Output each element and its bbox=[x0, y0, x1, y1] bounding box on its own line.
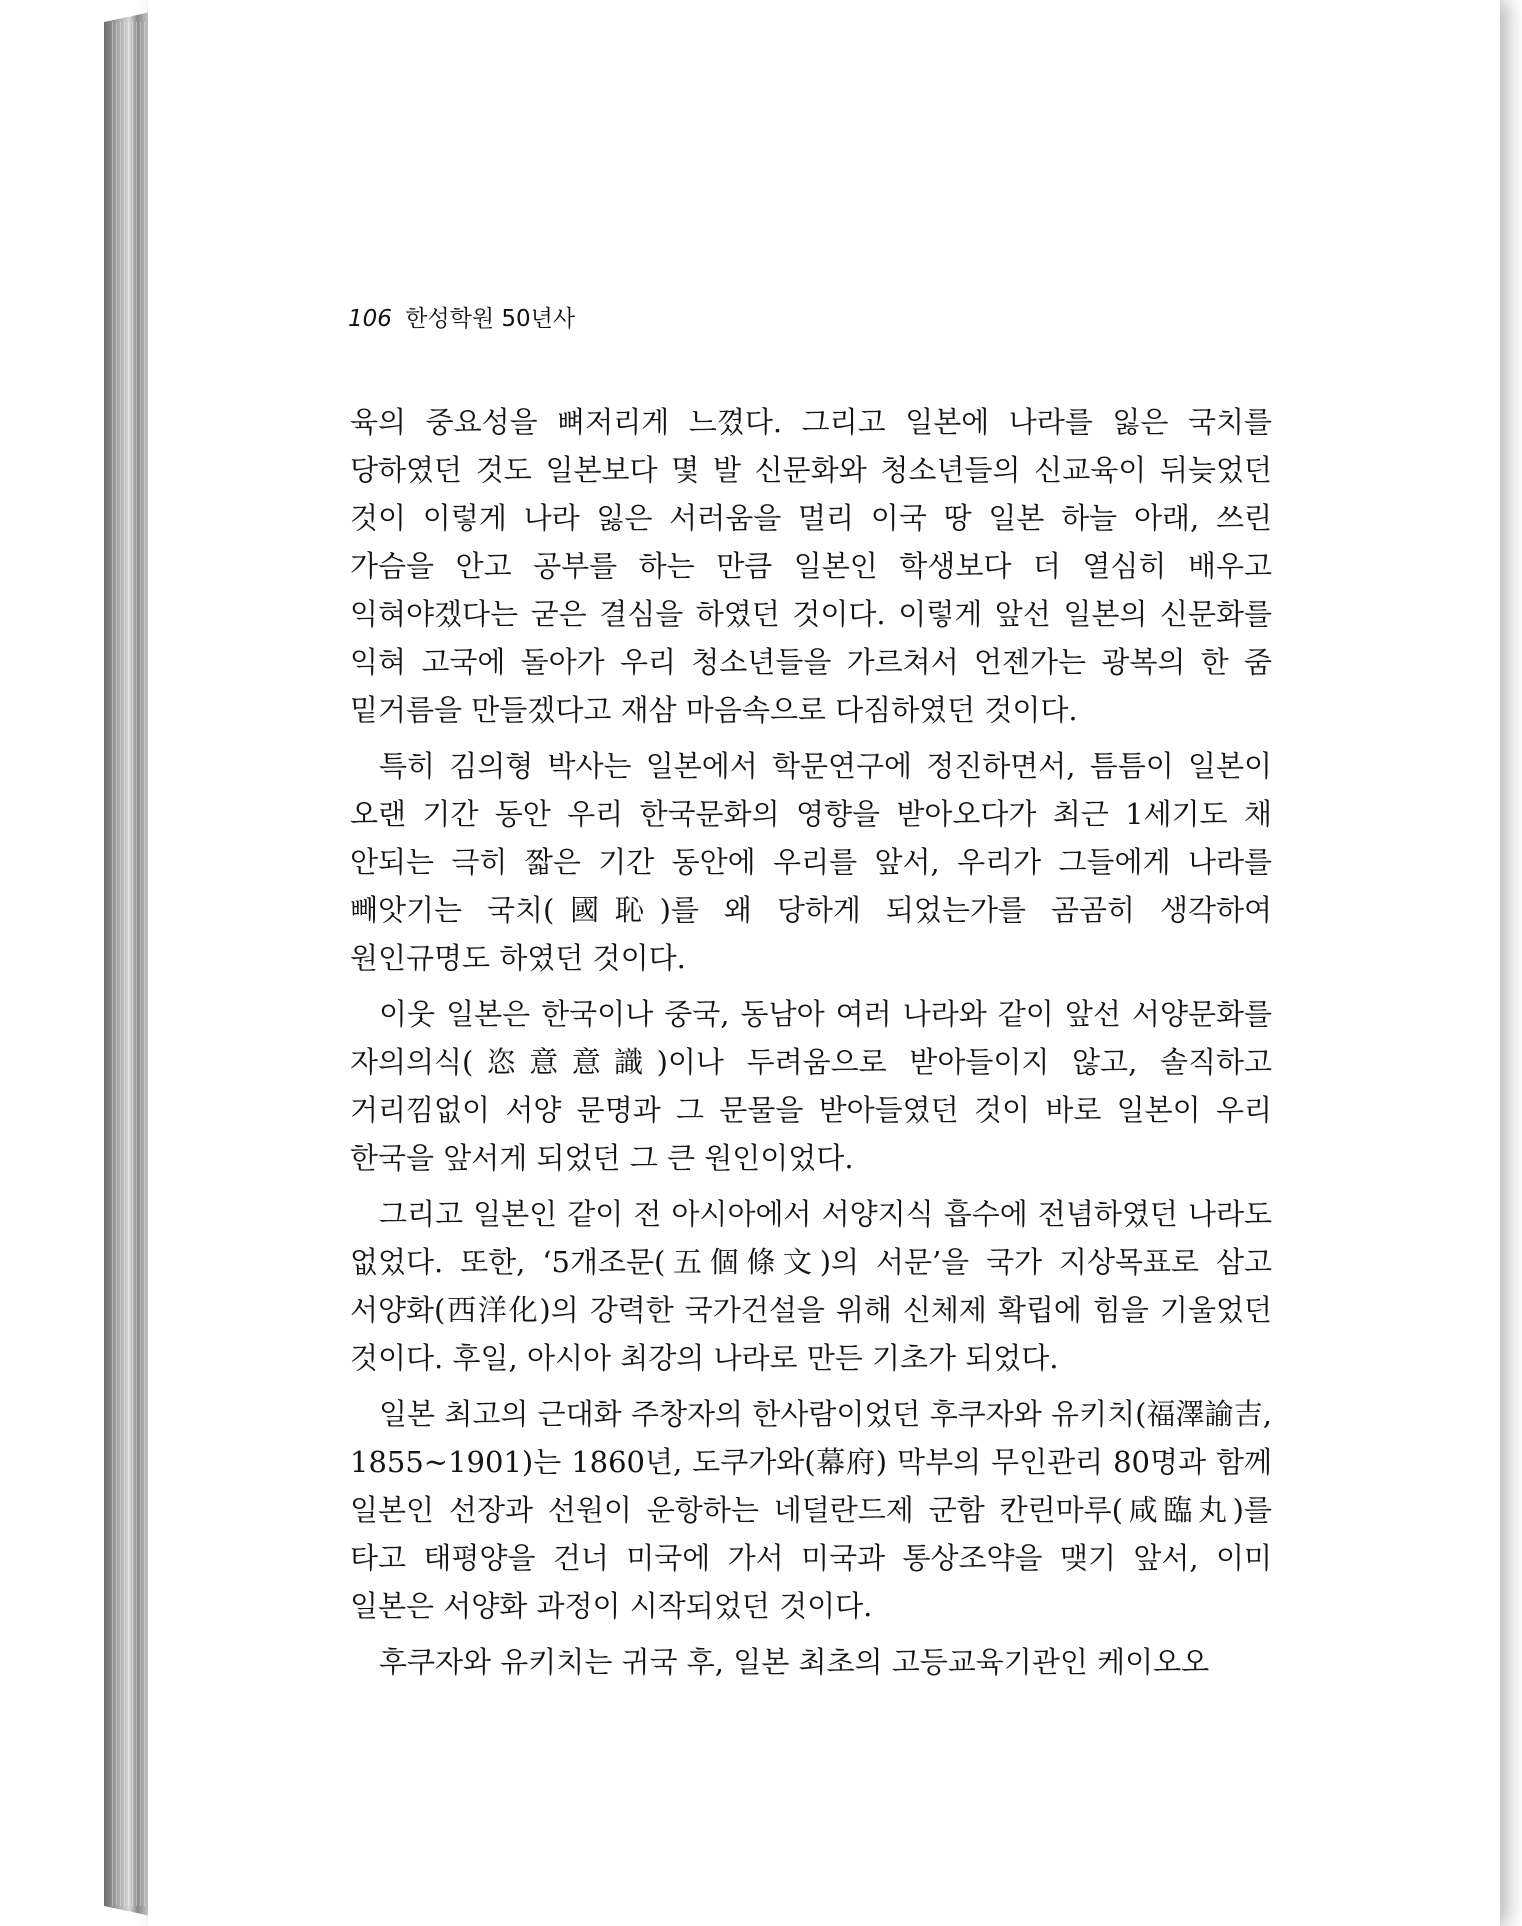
paragraph-1: 육의 중요성을 뼈저리게 느꼈다. 그리고 일본에 나라를 잃은 국치를 당하였던 것도 일본보다 몇 발 신문화와 청소년들의 신교육이 뒤늦었던 것이 이렇게 나라 잃은 서러움을 멀리 이국 땅 일본 하늘 아래, 쓰린 가슴을 안고 공부를 하는 만큼 일본인 학생보다 더 열심히 배우고 익혀야겠다는 굳은 결심을 하였던 것이다. 이렇게 앞선 일본의 신문화를 익혀 고국에 돌아가 우리 청소년들을 가르쳐서 언젠가는 광복의 한 줌 밑거름을 만들겠다고 재삼 마음속으로 다짐하였던 것이다. bbox=[350, 405, 1272, 727]
body-text bbox=[350, 398, 1272, 1694]
running-header bbox=[348, 300, 575, 333]
page-stack-lines bbox=[112, 22, 148, 1906]
paragraph-2: 특히 김의형 박사는 일본에서 학문연구에 정진하면서, 틈틈이 일본이 오랜 기간 동안 우리 한국문화의 영향을 받아오다가 최근 1세기도 채 안되는 극히 짧은 기간 동안에 우리를 앞서, 우리가 그들에게 나라를 빼앗기는 국치(國恥)를 왜 당하게 되었는가를 곰곰히 생각하여 원인규명도 하였던 것이다. bbox=[350, 749, 1272, 975]
paragraph-6: 후쿠자와 유키치는 귀국 후, 일본 최초의 고등교육기관인 케이오오 bbox=[379, 1645, 1210, 1679]
page-number: 106 bbox=[348, 306, 392, 332]
paragraph-4: 그리고 일본인 같이 전 아시아에서 서양지식 흡수에 전념하였던 나라도 없었다. 또한, ‘5개조문(五個條文)의 서문’을 국가 지상목표로 삼고 서양화(西洋化)의 강력한 국가건설을 위해 신체제 확립에 힘을 기울었던 것이다. 후일, 아시아 최강의 나라로 만든 기초가 되었다. bbox=[350, 1197, 1272, 1375]
paragraph-5: 일본 최고의 근대화 주창자의 한사람이었던 후쿠자와 유키치(福澤諭吉, 1855~1901)는 1860년, 도쿠가와(幕府) 막부의 무인관리 80명과 함께 일본인 선장과 선원이 운항하는 네덜란드제 군함 칸린마루(咸臨丸)를 타고 태평양을 건너 미국에 가서 미국과 통상조약을 맺기 앞서, 이미 일본은 서양화 과정이 시작되었던 것이다. bbox=[350, 1397, 1272, 1623]
book-title: 한성학원 50년사 bbox=[405, 306, 576, 332]
paragraph-3: 이웃 일본은 한국이나 중국, 동남아 여러 나라와 같이 앞선 서양문화를 자의의식(恣意意識)이나 두려움으로 받아들이지 않고, 솔직하고 거리낌없이 서양 문명과 그 문물을 받아들였던 것이 바로 일본이 우리 한국을 앞서게 되었던 그 큰 원인이었다. bbox=[350, 997, 1272, 1175]
